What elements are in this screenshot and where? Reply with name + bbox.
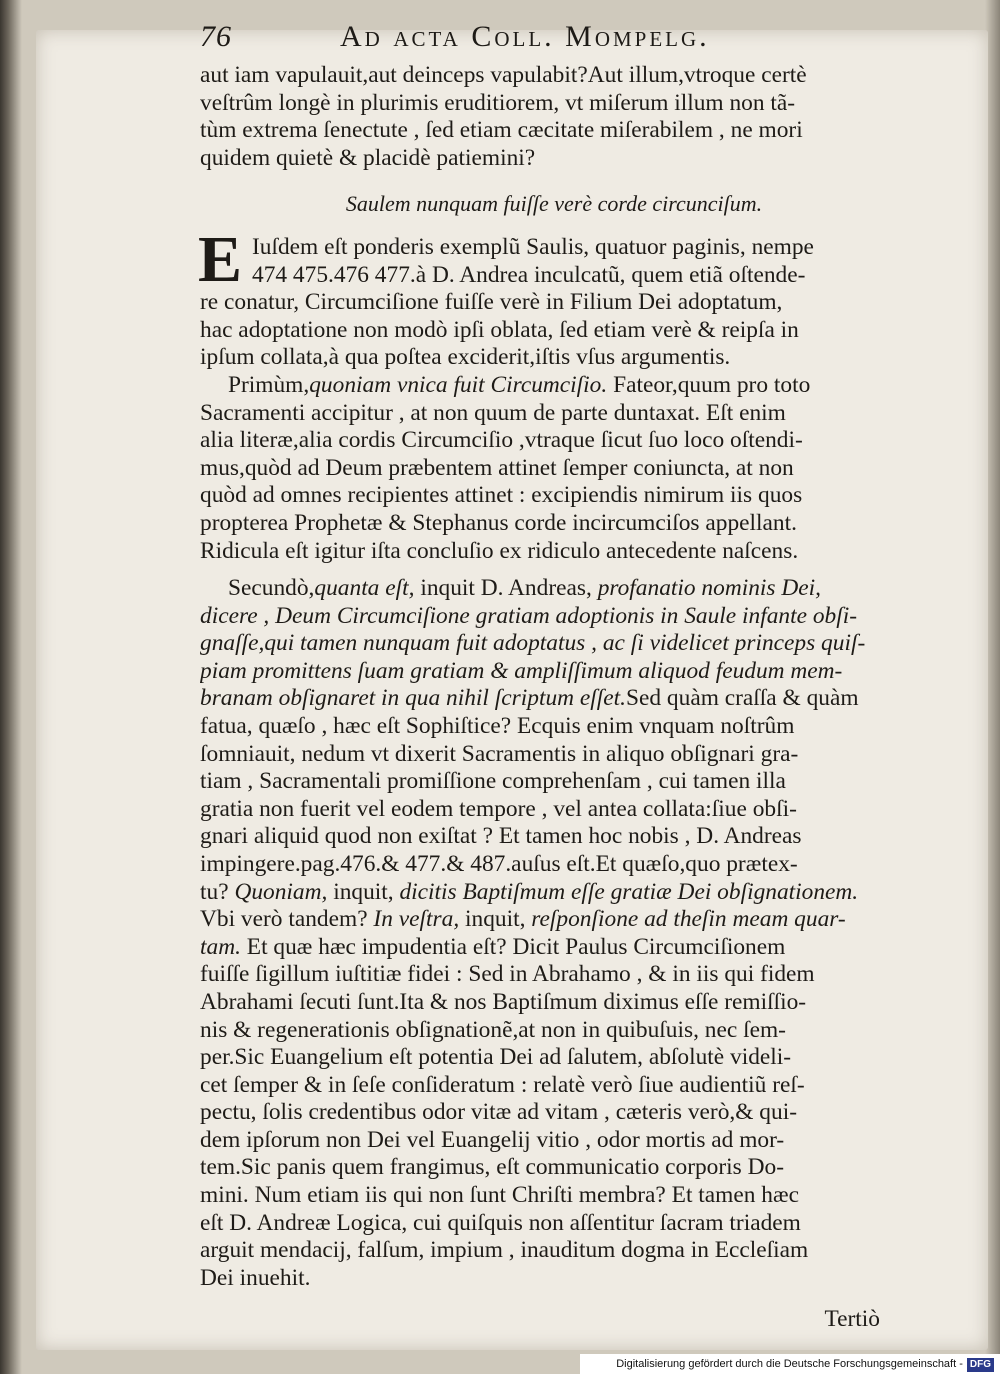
- paragraph-1: [198, 223, 908, 372]
- text-line: Dei inuehit.: [200, 1264, 311, 1291]
- text-line: propterea Prophetæ & Stephanus corde incircumciſos appellant.: [200, 509, 797, 536]
- text-line: tùm extrema ſenectute , ſed etiam cæcitate miſerabilem , ne mori: [200, 117, 803, 144]
- paragraph-0: [200, 62, 908, 172]
- text-line: fatua, quæſo , hæc eſt Sophiſtice? Ecquis enim vnquam noſtrûm: [200, 712, 795, 739]
- text-line: quidem quietè & placidè patiemini?: [200, 144, 536, 171]
- text-line: gratia non fuerit vel eodem tempore , vel antea collata:ſiue obſi-: [200, 795, 797, 822]
- text-line: 474 475.476 477.à D. Andrea inculcatũ, quem etiã oſtende-: [252, 261, 806, 288]
- text-line: per.Sic Euangelium eſt potentia Dei ad ſalutem, abſolutè videli-: [200, 1044, 792, 1071]
- text-line: piam promittens ſuam gratiam & ampliſſimum aliquod feudum mem-: [200, 657, 843, 684]
- text-line: tu? Quoniam, inquit, dicitis Baptiſmum eſſe gratiæ Dei obſignationem.: [200, 878, 859, 905]
- text-line: Vbi verò tandem? In veſtra, inquit, reſponſione ad theſin meam quar-: [200, 906, 846, 933]
- text-line: branam obſignaret in qua nihil ſcriptum eſſet.Sed quàm craſſa & quàm: [200, 685, 859, 712]
- running-header: [200, 20, 920, 56]
- text-line: tam. Et quæ hæc impudentia eſt? Dicit Paulus Circumciſionem: [200, 933, 786, 960]
- text-line: aut iam vapulauit,aut deinceps vapulabit?Aut illum,vtroque certè: [200, 62, 807, 88]
- text-line: Primùm,quoniam vnica fuit Circumciſio. Fateor,quum pro toto: [228, 372, 811, 398]
- running-title: Ad acta Coll. Mompelg.: [340, 20, 710, 53]
- text-line: gnari aliquid quod non exiſtat ? Et tamen hoc nobis , D. Andreas: [200, 823, 802, 850]
- text-line: Iuſdem eſt ponderis exemplũ Saulis, quatuor paginis, nempe: [252, 234, 814, 260]
- text-line: mus,quòd ad Deum præbentem attinet ſemper coniuncta, at non: [200, 454, 794, 481]
- drop-capital: E: [198, 223, 243, 296]
- text-line: pectu, ſolis credentibus odor vitæ ad vitam , cæteris verò,& qui-: [200, 1099, 797, 1126]
- paragraph-3: [200, 575, 908, 1292]
- text-line: alia literæ,alia cordis Circumciſio ,vtraque ſicut ſuo loco oſtendi-: [200, 427, 803, 454]
- text-line: veſtrûm longè in plurimis eruditiorem, vt miſerum illum non tã-: [200, 89, 796, 116]
- catchword: Tertiò: [824, 1306, 880, 1332]
- text-line: fuiſſe ſigillum iuſtitiæ fidei : Sed in Abrahamo , & in iis qui fidem: [200, 961, 815, 988]
- text-line: mini. Num etiam iis qui non ſunt Chriſti membra? Et tamen hæc: [200, 1182, 799, 1209]
- page-number: 76: [200, 20, 232, 53]
- text-line: gnaſſe,qui tamen nunquam fuit adoptatus , ac ſi videlicet princeps quiſ-: [200, 630, 866, 657]
- dfg-logo: DFG: [967, 1358, 994, 1372]
- text-line: ſomniauit, nedum vt dixerit Sacramentis in aliquo obſignari gra-: [200, 740, 799, 767]
- text-line: ipſum collata,à qua poſtea exciderit,iſtis vſus argumentis.: [200, 344, 731, 371]
- paragraph-2: [200, 372, 908, 565]
- digitization-credit: [580, 1354, 1000, 1374]
- text-line: cet ſemper & in ſeſe conſideratum : relatè verò ſiue audientiũ reſ-: [200, 1071, 805, 1098]
- text-line: arguit mendacij, falſum, impium , inauditum dogma in Eccleſiam: [200, 1237, 809, 1264]
- text-line: eſt D. Andreæ Logica, cui quiſquis non aſſentitur ſacram triadem: [200, 1209, 801, 1236]
- text-line: Secundò,quanta eſt, inquit D. Andreas, profanatio nominis Dei,: [228, 575, 821, 601]
- text-line: Ridicula eſt igitur iſta concluſio ex ridiculo antecedente naſcens.: [200, 537, 799, 564]
- text-line: dicere , Deum Circumciſione gratiam adoptionis in Saule infante obſi-: [200, 602, 858, 629]
- text-line: impingere.pag.476.& 477.& 487.auſus eſt.Et quæſo,quo prætex-: [200, 850, 798, 877]
- text-line: quòd ad omnes recipientes attinet : excipiendis nimirum iis quos: [200, 482, 803, 509]
- text-line: tem.Sic panis quem frangimus, eſt communicatio corporis Do-: [200, 1154, 784, 1181]
- text-line: re conatur, Circumciſione fuiſſe verè in Filium Dei adoptatum,: [200, 289, 783, 316]
- credit-text: Digitalisierung gefördert durch die Deutsche Forschungsgemeinschaft -: [616, 1358, 963, 1370]
- text-line: dem ipſorum non Dei vel Euangelij vitio , odor mortis ad mor-: [200, 1126, 785, 1153]
- text-line: Sacramenti accipitur , at non quum de parte duntaxat. Eſt enim: [200, 399, 786, 426]
- section-heading: Saulem nunquam fuiſſe verè corde circunciſum.: [345, 191, 763, 216]
- text-line: nis & regenerationis obſignationẽ,at non in quibuſuis, nec ſem-: [200, 1016, 786, 1043]
- text-line: hac adoptatione non modò ipſi oblata, ſed etiam verè & reipſa in: [200, 316, 799, 343]
- text-line: Abrahami ſecuti ſunt.Ita & nos Baptiſmum diximus eſſe remiſſio-: [200, 988, 807, 1015]
- text-line: tiam , Sacramentali promiſſione comprehenſam , cui tamen illa: [200, 768, 786, 795]
